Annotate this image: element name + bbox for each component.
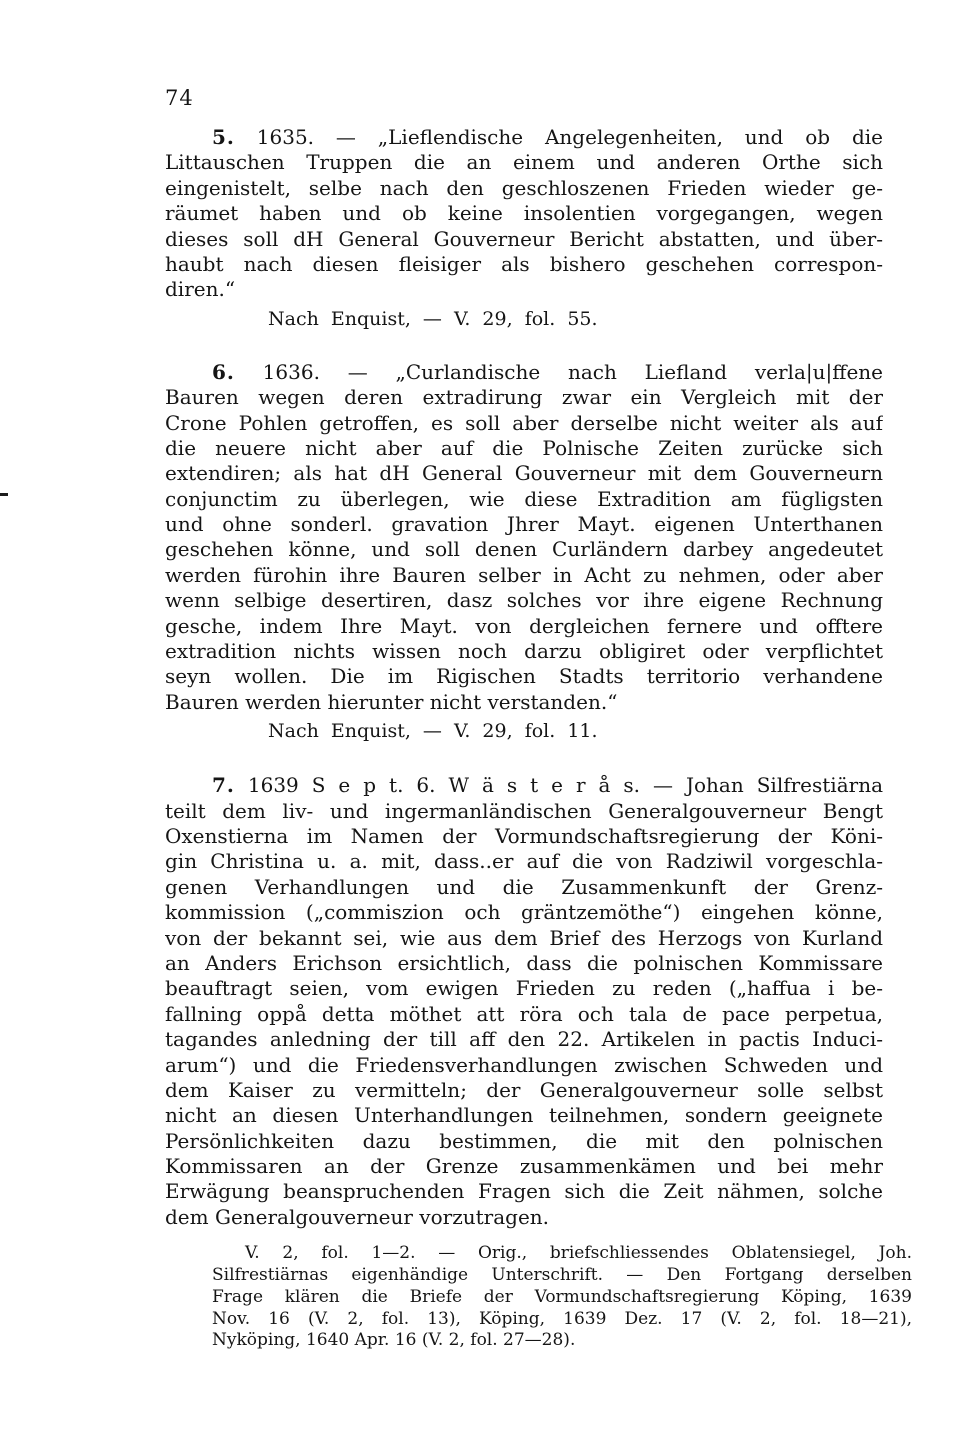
- text-line: genen Verhandlungen und die Zusammenkunft der Grenz-: [165, 874, 883, 899]
- text-line: dem Kaiser zu vermitteln; der Generalgouverneur solle selbst: [165, 1077, 883, 1102]
- text-line: extradition nichts wissen noch darzu obligiret oder verpflichtet: [165, 639, 883, 664]
- text-line: räumet haben und ob keine insolentien vorgegangen, wegen: [165, 201, 883, 226]
- text-line: dem Generalgouverneur vorzutragen.: [165, 1204, 550, 1229]
- text-line: tagandes anledning der till aff den 22. Artikelen in pactis Induci-: [165, 1027, 883, 1052]
- text-line: arum“) und die Friedensverhandlungen zwischen Schweden und: [165, 1052, 883, 1077]
- text-line: und ohne sonderl. gravation Jhrer Mayt. eigenen Unterthanen: [165, 512, 883, 537]
- text-line: von der bekannt sei, wie aus dem Brief des Herzogs von Kurland: [165, 925, 883, 950]
- entry-7: [165, 773, 883, 1230]
- text-line: beauftragt seien, vom ewigen Frieden zu reden („haffua i be-: [165, 976, 883, 1001]
- text-line: gesche, indem Ihre Mayt. von dergleichen fernere und offtere: [165, 613, 883, 638]
- text-line: Kommissaren an der Grenze zusammenkämen und bei mehr: [165, 1154, 883, 1179]
- text-line: Crone Pohlen getroffen, es soll aber derselbe nicht weiter als auf: [165, 410, 883, 435]
- text-line: werden fürohin ihre Bauren selber in Acht zu nehmen, oder aber: [165, 562, 883, 587]
- text-line: kommission („commiszion och gräntzemöthe“) eingehen könne,: [165, 900, 883, 925]
- text-line: die neuere nicht aber auf die Polnische Zeiten zurücke sich: [165, 435, 883, 460]
- text-line: dieses soll dH General Gouverneur Bericht abstatten, und über-: [165, 226, 883, 251]
- text-line: Littauschen Truppen die an einem und anderen Orthe sich: [165, 150, 883, 175]
- text-line: fallning oppå detta möthet att röra och tala de pace perpetua,: [165, 1001, 883, 1026]
- entry-heading-text: 1639 S e p t. 6. W ä s t e r å s. — Johan Silfrestiärna: [247, 773, 883, 798]
- entry-heading-text: 1635. — „Lieflendische Angelegenheiten, und ob die: [256, 125, 883, 149]
- footnote-line: Silfrestiärnas eigenhändige Unterschrift. — Den Fortgang derselben: [212, 1265, 912, 1286]
- source-citation: Nach Enquist, — V. 29, fol. 55.: [268, 307, 598, 330]
- text-line: conjunctim zu überlegen, wie diese Extradition am fügligsten: [165, 486, 883, 511]
- page-number: 74: [165, 86, 194, 110]
- text-line: gin Christina u. a. mit, dass..er auf die von Radziwil vorgeschla-: [165, 849, 883, 874]
- text-line: teilt dem liv- und ingermanländischen Generalgouverneur Bengt: [165, 798, 883, 823]
- text-line: Oxenstierna im Namen der Vormundschaftsregierung der Köni-: [165, 823, 883, 848]
- text-line: diren.“: [165, 277, 236, 302]
- text-line: Bauren wegen deren extradirung zwar ein Vergleich mit der: [165, 385, 883, 410]
- entry-5: [165, 125, 883, 332]
- text-line: extendiren; als hat dH General Gouverneur mit dem Gouverneurn: [165, 461, 883, 486]
- footnote-block: [212, 1243, 912, 1352]
- text-line: seyn wollen. Die im Rigischen Stadts territorio verhandene: [165, 664, 883, 689]
- entry-number: 5.: [212, 125, 235, 149]
- entry-number: 7.: [212, 773, 235, 798]
- text-line: [165, 360, 883, 385]
- footnote-line: Nyköping, 1640 Apr. 16 (V. 2, fol. 27—28).: [212, 1330, 576, 1351]
- text-line: Bauren werden hierunter nicht verstanden.“: [165, 689, 618, 714]
- text-line: eingenistelt, selbe nach den geschloszenen Frieden wieder ge-: [165, 175, 883, 200]
- text-line: [165, 125, 883, 150]
- footnote-line: Nov. 16 (V. 2, fol. 13), Köping, 1639 Dez. 17 (V. 2, fol. 18—21),: [212, 1308, 912, 1329]
- text-line: an Anders Erichson ersichtlich, dass die polnischen Kommissare: [165, 950, 883, 975]
- source-citation: Nach Enquist, — V. 29, fol. 11.: [268, 720, 598, 743]
- entry-6: [165, 360, 883, 744]
- margin-mark: [0, 493, 8, 496]
- text-line: haubt nach diesen fleisiger als bishero geschehen correspon-: [165, 251, 883, 276]
- text-line: Persönlichkeiten dazu bestimmen, die mit den polnischen: [165, 1128, 883, 1153]
- footnote-line: Frage klären die Briefe der Vormundschaftsregierung Köping, 1639: [212, 1286, 912, 1307]
- text-line: wenn selbige desertiren, dasz solches vor ihre eigene Rechnung: [165, 588, 883, 613]
- footnote-line: V. 2, fol. 1—2. — Orig., briefschliessendes Oblatensiegel, Joh.: [245, 1243, 912, 1264]
- text-line: geschehen könne, und soll denen Curländern darbey angedeutet: [165, 537, 883, 562]
- text-line: Erwägung beanspruchenden Fragen sich die Zeit nähmen, solche: [165, 1179, 883, 1204]
- text-line: nicht an diesen Unterhandlungen teilnehmen, sondern geeignete: [165, 1103, 883, 1128]
- entry-heading-text: 1636. — „Curlandische nach Liefland verla|u|ffene: [262, 359, 883, 384]
- entry-number: 6.: [212, 359, 235, 384]
- text-line: [165, 773, 883, 798]
